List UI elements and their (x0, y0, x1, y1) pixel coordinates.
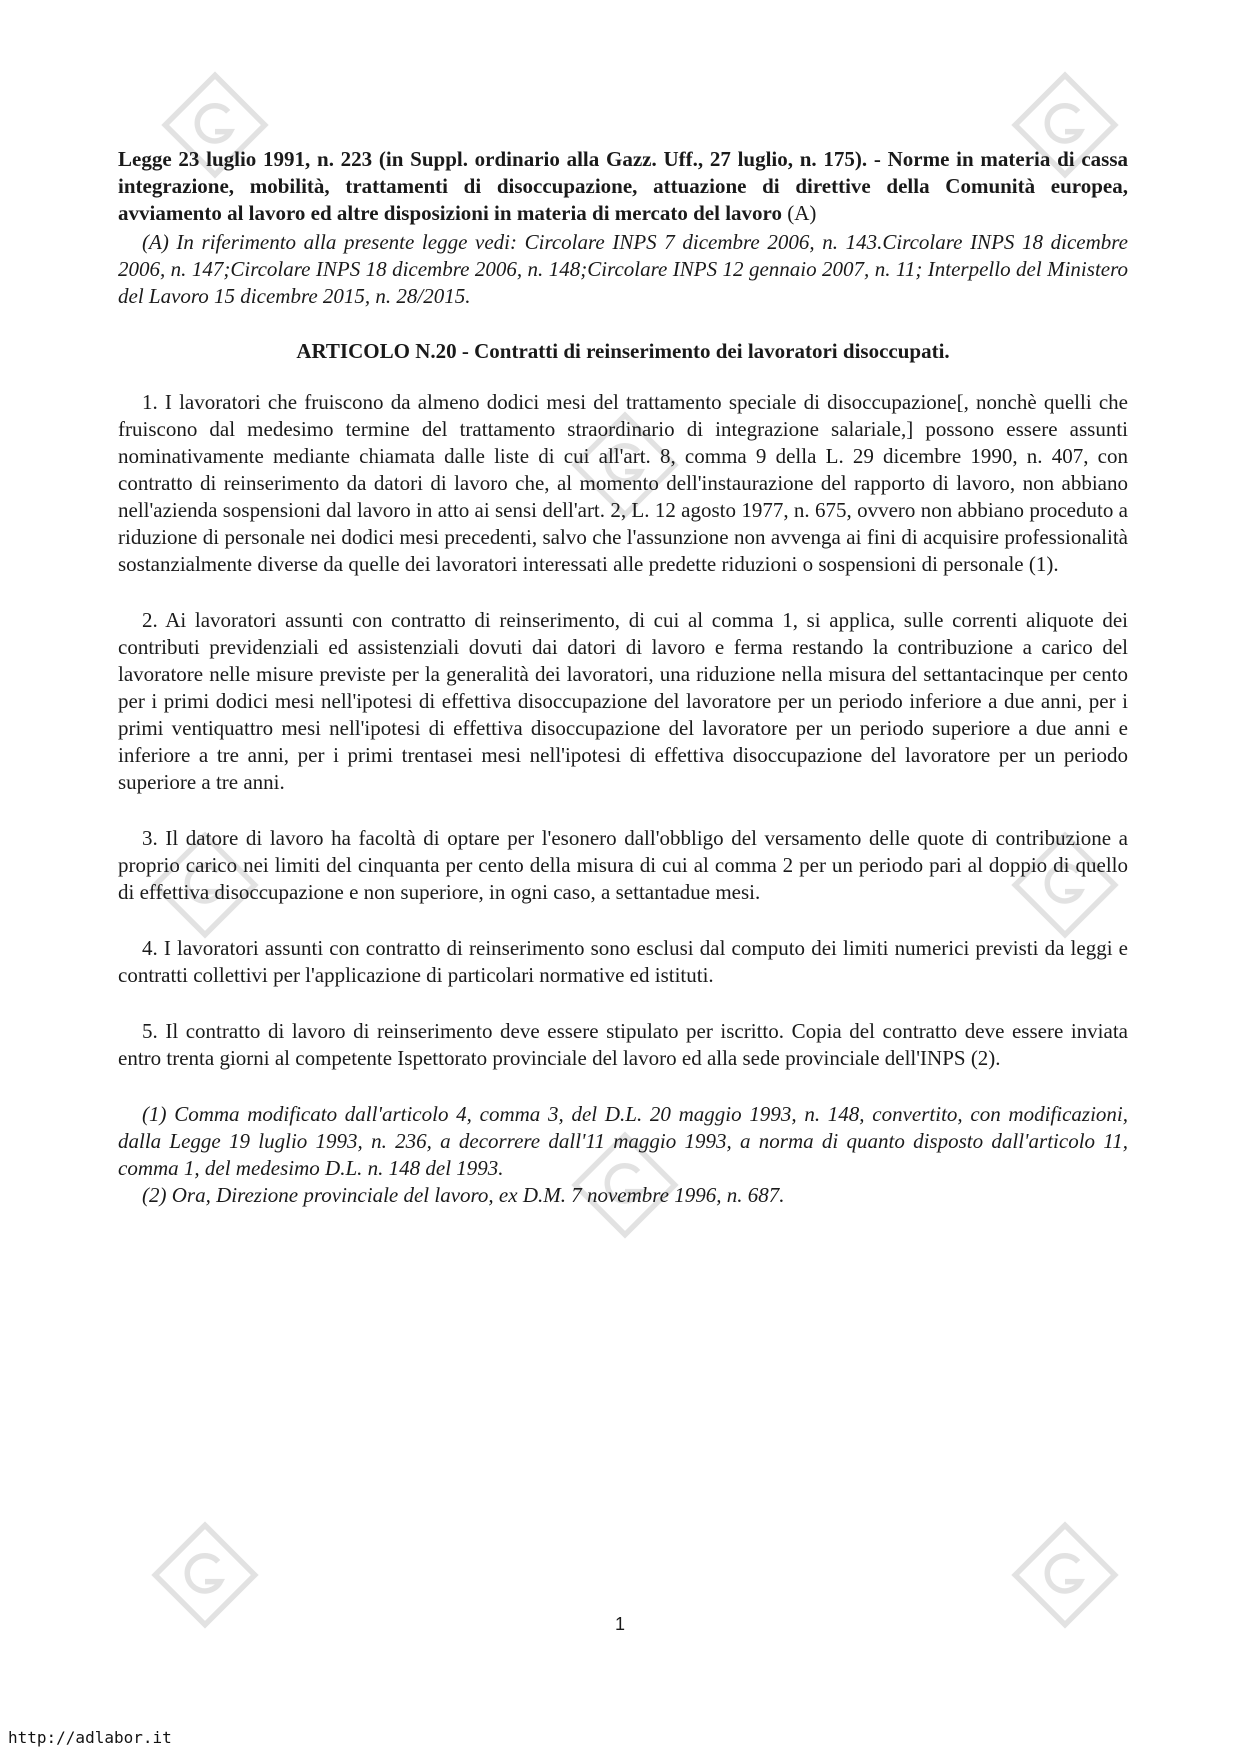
article-heading: ARTICOLO N.20 - Contratti di reinserimento dei lavoratori disoccupati. (296, 339, 950, 363)
page-content (118, 146, 1128, 1209)
footnote-2: (2) Ora, Direzione provinciale del lavoro, ex D.M. 7 novembre 1996, n. 687. (142, 1183, 785, 1207)
footnote-1: (1) Comma modificato dall'articolo 4, comma 3, del D.L. 20 maggio 1993, n. 148, convertito, con modificazioni, dalla Legge 19 luglio 1993, n. 236, a decorrere dall'11 maggio 1993, a norma di quanto disposto dall'articolo 11, comma 1, del medesimo D.L. n. 148 del 1993. (118, 1102, 1128, 1180)
site-url-link[interactable]: http://adlabor.it (8, 1728, 172, 1747)
comma-3: 3. Il datore di lavoro ha facoltà di optare per l'esonero dall'obbligo del versamento delle quote di contribuzione a proprio carico nei limiti del cinquanta per cento della misura di cui al comma 2 per un periodo pari al doppio di quello di effettiva disoccupazione e non superiore, in ogni caso, a settantadue mesi. (118, 826, 1128, 904)
law-title-bold: Legge 23 luglio 1991, n. 223 (in Suppl. ordinario alla Gazz. Uff., 27 luglio, n. 175). - Norme in materia di cassa integrazione, mobilità, trattamenti di disoccupazione, attuazione di direttive della Comunità europea, avviamento al lavoro ed altre disposizioni in materia di mercato del lavoro (118, 147, 1128, 225)
law-title-suffix: (A) (781, 201, 817, 225)
law-reference-note: (A) In riferimento alla presente legge vedi: Circolare INPS 7 dicembre 2006, n. 143.Circolare INPS 18 dicembre 2006, n. 147;Circolare INPS 18 dicembre 2006, n. 148;Circolare INPS 12 gennaio 2007, n. 11; Interpello del Ministero del Lavoro 15 dicembre 2015, n. 28/2015. (118, 230, 1128, 308)
comma-5: 5. Il contratto di lavoro di reinserimento deve essere stipulato per iscritto. Copia del contratto deve essere inviata entro trenta giorni al competente Ispettorato provinciale del lavoro ed alla sede provinciale dell'INPS (2). (118, 1019, 1128, 1070)
comma-1: 1. I lavoratori che fruiscono da almeno dodici mesi del trattamento speciale di disoccupazione[, nonchè quelli che fruiscono dal medesimo termine del trattamento straordinario di integrazione salariale,] possono essere assunti nominativamente mediante chiamata dalle liste di cui all'art. 8, comma 9 della L. 29 dicembre 1990, n. 407, con contratto di reinserimento da datori di lavoro che, al momento dell'instaurazione del rapporto di lavoro, non abbiano nell'azienda sospensioni dal lavoro in atto ai sensi dell'art. 2, L. 12 agosto 1977, n. 675, ovvero non abbiano proceduto a riduzione di personale nei dodici mesi precedenti, salvo che l'assunzione non avvenga ai fini di acquisire professionalità sostanzialmente diverse da quelle dei lavoratori interessati alle predette riduzioni o sospensioni di personale (1). (118, 390, 1128, 576)
law-title (118, 146, 1128, 227)
page-number: 1 (614, 1614, 625, 1634)
comma-4: 4. I lavoratori assunti con contratto di reinserimento sono esclusi dal computo dei limiti numerici previsti da leggi e contratti collettivi per l'applicazione di particolari normative ed istituti. (118, 936, 1128, 987)
comma-2: 2. Ai lavoratori assunti con contratto di reinserimento, di cui al comma 1, si applica, sulle correnti aliquote dei contributi previdenziali ed assistenziali dovuti dai datori di lavoro e ferma restando la contribuzione a carico del lavoratore nelle misure previste per la generalità dei lavoratori, una riduzione nella misura del settantacinque per cento per i primi dodici mesi nell'ipotesi di effettiva disoccupazione del lavoratore per un periodo inferiore a due anni, per i primi ventiquattro mesi nell'ipotesi di effettiva disoccupazione del lavoratore per un periodo superiore a due anni e inferiore a tre anni, per i primi trentasei mesi nell'ipotesi di effettiva disoccupazione del lavoratore per un periodo superiore a tre anni. (118, 608, 1128, 794)
footnotes (118, 1101, 1128, 1209)
